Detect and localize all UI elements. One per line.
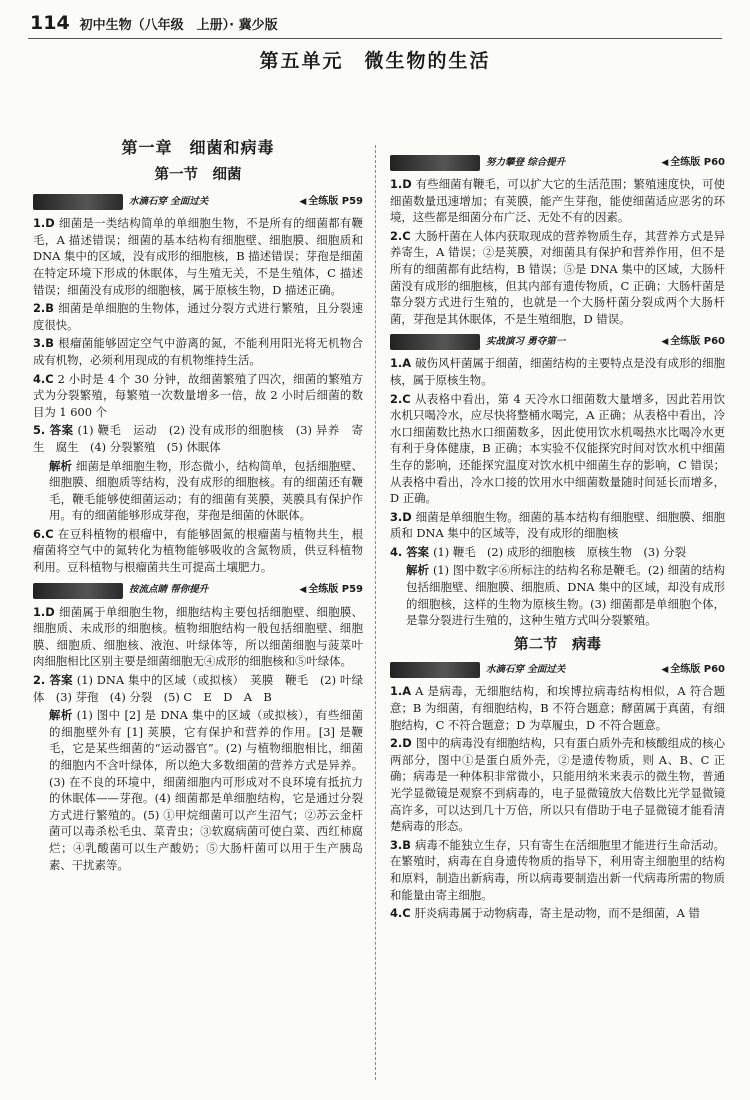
- answer-number: 3.B: [33, 336, 54, 351]
- answer-text: 肝炎病毒属于动物病毒，寄主是动物，而不是细菌，A 错: [414, 906, 700, 921]
- answer-number: 3.D: [390, 509, 412, 524]
- answer-text: 病毒不能独立生存，只有寄生在活细胞里才能进行生命活动。在繁殖时，病毒在自身遗传物质的指导下，利用寄主细胞里的结构和原料，制造出新病毒，所以病毒要制造出新一代病毒所需的物质和能量由寄主细胞。: [390, 837, 725, 902]
- answer-list: [33, 604, 363, 874]
- answer-text: 根瘤菌能够固定空气中游离的氮，不能利用阳光将无机物合成有机物，必须利用现成的有机物维持生活。: [33, 336, 363, 367]
- band-slogan: 水滴石穿 全面过关: [129, 195, 209, 207]
- answer-text: (1) 图中数字⑥所标注的结构名称是鞭毛。(2) 细菌的结构包括细胞壁、细胞膜、细胞质、DNA 集中的区域，却没有成形的细胞核，这样的生物为原核生物。(3) 细菌都是单细胞个体，是靠分裂进行生殖的，这种生殖方式叫分裂繁殖。: [406, 563, 725, 628]
- answer-number: 4.C: [390, 906, 411, 921]
- answer-item: [33, 300, 363, 333]
- band-ref: ◀ 全练版 P60: [661, 664, 725, 676]
- answer-text: 细菌是单细胞生物，形态微小，结构简单，包括细胞壁、细胞膜、细胞质等结构，没有成形的细胞核。有的细菌还有鞭毛，鞭毛能够使细菌运动；有的细菌有荚膜，荚膜具有保护作用。有的细菌能够形成芽孢，芽孢是细菌的休眠体。: [49, 458, 363, 523]
- answer-item: [33, 604, 363, 670]
- answer-text: 细菌是单细胞生物。细菌的基本结构有细胞壁、细胞膜、细胞质和 DNA 集中的区域等，没有成形的细胞核: [390, 509, 725, 541]
- band-slogan: 实战演习 勇夺第一: [486, 336, 566, 348]
- triangle-icon: ◀: [661, 337, 669, 348]
- answer-number: 1.A: [390, 356, 412, 371]
- left-column: [33, 84, 363, 875]
- answer-item: [33, 526, 363, 576]
- answer-number: 2.C: [390, 391, 411, 406]
- answer-item: [390, 905, 725, 922]
- band-tag: [33, 583, 123, 599]
- answer-item: [390, 228, 725, 328]
- answer-text: (1) 鞭毛 (2) 成形的细胞核 原核生物 (3) 分裂: [433, 544, 686, 559]
- answer-label: 解析: [406, 563, 429, 578]
- answer-text: (1) 图中 [2] 是 DNA 集中的区域（或拟核），有些细菌的细胞壁外有 [1] 荚膜，它有保护和营养的作用。[3] 是鞭毛，它是某些细菌的“运动器官”。(2) 与植物细胞相比，细菌的细胞内不含叶绿体，所以绝大多数细菌的营养方式是异养。(3) 在不良的环境中，细菌细胞内可形成对不良环境有抵抗力的休眠体——芽孢。(4) 细菌都是单细胞结构，它是通过分裂方式进行繁殖的。(5) ①甲烷细菌可以产生沼气；②苏云金杆菌可以毒杀松毛虫、菜青虫；③软腐病菌可使白菜、西红柿腐烂；④乳酸菌可以生产酸奶；⑤大肠杆菌可以用于生产胰岛素、干扰素等。: [49, 708, 363, 872]
- answer-text: 从表格中看出，第 4 天冷水口细菌数大量增多，因此若用饮水机只喝冷水，应尽快将整桶水喝完，A 正确；从表格中看出，冷水口细菌数比热水口细菌数多，因此使用饮水机喝热水比喝冷水更有利于身体健康，B 正确；本实验不仅能探究时间对饮水机中细菌生存的影响，还能探究温度对饮水机中细菌生存的影响，C 错误；从表格中看出，冷水口接的饮用水中细菌数量随时间延长而增多，D 正确。: [390, 391, 725, 506]
- answer-text: 细菌是单细胞的生物体，通过分裂方式进行繁殖，且分裂速度很快。: [33, 301, 363, 332]
- answer-text: (1) 鞭毛 运动 (2) 没有成形的细胞核 (3) 异养 寄生 腐生 (4) 分裂繁殖 (5) 休眠体: [33, 423, 363, 454]
- band-slogan: 努力攀登 综合提升: [486, 156, 566, 168]
- triangle-icon: ◀: [299, 585, 307, 596]
- answer-number: 2.D: [390, 736, 412, 751]
- answer-number: 2.: [33, 673, 46, 688]
- triangle-icon: ◀: [299, 196, 307, 207]
- answer-text: 大肠杆菌在人体内获取现成的营养物质生存，其营养方式是异养寄生，A 错误；②是荚膜，对细菌具有保护和营养作用，但不是所有的细菌都有此结构，B 错误；⑤是 DNA 集中的区域，大肠杆菌没有成形的细胞核，但其内部有遗传物质，C 正确；大肠杆菌是靠分裂方式进行生殖的，也就是一个大肠杆菌分裂成两个大肠杆菌，芽孢是其休眠体，不是生殖细胞，D 错误。: [390, 228, 725, 326]
- answer-number: 1.D: [33, 604, 55, 619]
- answer-number: 4.C: [33, 371, 54, 386]
- answer-item: [390, 544, 725, 561]
- band-tag: [390, 662, 480, 678]
- answer-list: [390, 176, 725, 327]
- answer-number: 1.D: [390, 177, 412, 191]
- answer-item: [390, 683, 725, 733]
- book-title: 初中生物（八年级 上册）· 冀少版: [79, 18, 278, 33]
- answer-item: [390, 391, 725, 507]
- exercise-band: [390, 154, 725, 172]
- exercise-band: [33, 582, 363, 600]
- answer-label: 解析: [49, 458, 72, 473]
- answer-list: [33, 215, 363, 575]
- page-number: 114: [30, 12, 70, 34]
- answer-number: 2.B: [33, 301, 54, 316]
- band-slogan: 按流点睛 帮你提升: [129, 584, 209, 596]
- answer-text: 图中的病毒没有细胞结构，只有蛋白质外壳和核酸组成的核心两部分，图中①是蛋白质外壳，②是遗传物质，则 A、B、C 正确；病毒是一种体积非常微小，只能用纳米来表示的微生物，普通光学显微镜是观察不到病毒的，电子显微镜放大倍数比光学显微镜高许多，可以达到几十万倍，所以只有借助于电子显微镜才能看清楚病毒的形态。: [390, 736, 725, 834]
- answer-item: [390, 355, 725, 388]
- band-tag: [390, 334, 480, 350]
- answer-text: 有些细菌有鞭毛，可以扩大它的生活范围；繁殖速度快，可使细菌数量迅速增加；有荚膜，能产生芽孢，能使细菌适应恶劣的环境，这些都是细菌分布广泛、无处不有的因素。: [390, 177, 725, 225]
- section-title-virus: 第二节 病毒: [514, 636, 601, 653]
- triangle-icon: ◀: [661, 157, 669, 168]
- answer-label: 解析: [49, 708, 73, 723]
- answer-text: 2 小时是 4 个 30 分钟，故细菌繁殖了四次，细菌的繁殖方式为分裂繁殖，每繁殖一次数量增多一倍，故 2 小时后细菌的数目为 1 600 个: [33, 371, 363, 419]
- answer-text: 在豆科植物的根瘤中，有能够固氮的根瘤菌与植物共生，根瘤菌将空气中的氮转化为植物能够吸收的含氮物质，供豆科植物利用。豆科植物与根瘤菌共生可提高土壤肥力。: [33, 526, 363, 575]
- section-title-bacteria: 第一节 细菌: [154, 166, 242, 183]
- band-tag: [390, 155, 480, 171]
- answer-label: 答案: [49, 423, 74, 438]
- answer-item: [390, 176, 725, 226]
- exercise-band: [390, 333, 725, 351]
- answer-item: [390, 562, 725, 628]
- answer-text: A 是病毒，无细胞结构，和埃博拉病毒结构相似，A 符合题意；B 为细菌，有细胞结构，B 不符合题意；酵菌属于真菌，有细胞结构，C 不符合题意；D 为草履虫，D 不符合题意。: [390, 684, 725, 732]
- answer-item: [390, 837, 725, 903]
- header-rule: [28, 38, 722, 39]
- answer-label: 答案: [406, 544, 430, 559]
- answer-number: 1.A: [390, 684, 412, 699]
- exercise-band: [33, 193, 363, 211]
- band-ref: ◀ 全练版 P59: [299, 195, 363, 207]
- answer-list: [390, 683, 725, 921]
- answer-item: [390, 735, 725, 835]
- answer-item: [33, 371, 363, 421]
- band-ref: ◀ 全练版 P60: [661, 336, 725, 348]
- triangle-icon: ◀: [661, 665, 669, 676]
- answer-label: 答案: [49, 673, 73, 688]
- answer-text: 细菌是一类结构简单的单细胞生物，不是所有的细菌都有鞭毛，A 描述错误；细菌的基本结构有细胞壁、细胞膜、细胞质和 DNA 集中的区域，没有成形的细胞核，B 描述错误；芽孢是细菌在特定环境下形成的休眠体，与生殖无关，不是生殖体，C 描述错误；细菌没有成形的细胞核，属于原核生物，D 描述正确。: [33, 216, 363, 297]
- answer-number: 2.C: [390, 228, 411, 243]
- answer-item: [33, 422, 363, 455]
- answer-number: 4.: [390, 544, 403, 559]
- band-tag: [33, 194, 123, 210]
- answer-text: 破伤风杆菌属于细菌，细菌结构的主要特点是没有成形的细胞核，属于原核生物。: [390, 356, 725, 387]
- answer-item: [33, 458, 363, 524]
- exercise-band: [390, 661, 725, 679]
- answer-number: 6.C: [33, 526, 54, 541]
- answer-item: [33, 215, 363, 298]
- answer-number: 3.B: [390, 837, 411, 852]
- chapter-title: 第一章 细菌和病毒: [121, 138, 275, 157]
- answer-text: 细菌属于单细胞生物，细胞结构主要包括细胞壁、细胞膜、细胞质、未成形的细胞核。植物细胞结构一般包括细胞壁、细胞膜、细胞质、细胞核、液泡、叶绿体等，所以细菌细胞与菠菜叶肉细胞相比区别主要是细菌细胞无④成形的细胞核和⑤叶绿体。: [33, 604, 363, 669]
- answer-item: [33, 672, 363, 705]
- unit-title: 第五单元 微生物的生活: [259, 50, 491, 72]
- answer-item: [33, 707, 363, 873]
- answer-number: 1.D: [33, 216, 55, 231]
- page-header: [30, 12, 278, 34]
- band-ref: ◀ 全练版 P60: [661, 156, 725, 168]
- answer-number: 5.: [33, 423, 46, 438]
- answer-item: [33, 335, 363, 368]
- answer-text: (1) DNA 集中的区域（或拟核） 荚膜 鞭毛 (2) 叶绿体 (3) 芽孢 (4) 分裂 (5) C E D A B: [33, 673, 363, 704]
- band-ref: ◀ 全练版 P59: [299, 584, 363, 596]
- answer-list: [390, 355, 725, 629]
- answer-item: [390, 509, 725, 542]
- right-column: [390, 148, 725, 924]
- column-divider: [375, 145, 376, 1080]
- band-slogan: 水滴石穿 全面过关: [486, 664, 566, 676]
